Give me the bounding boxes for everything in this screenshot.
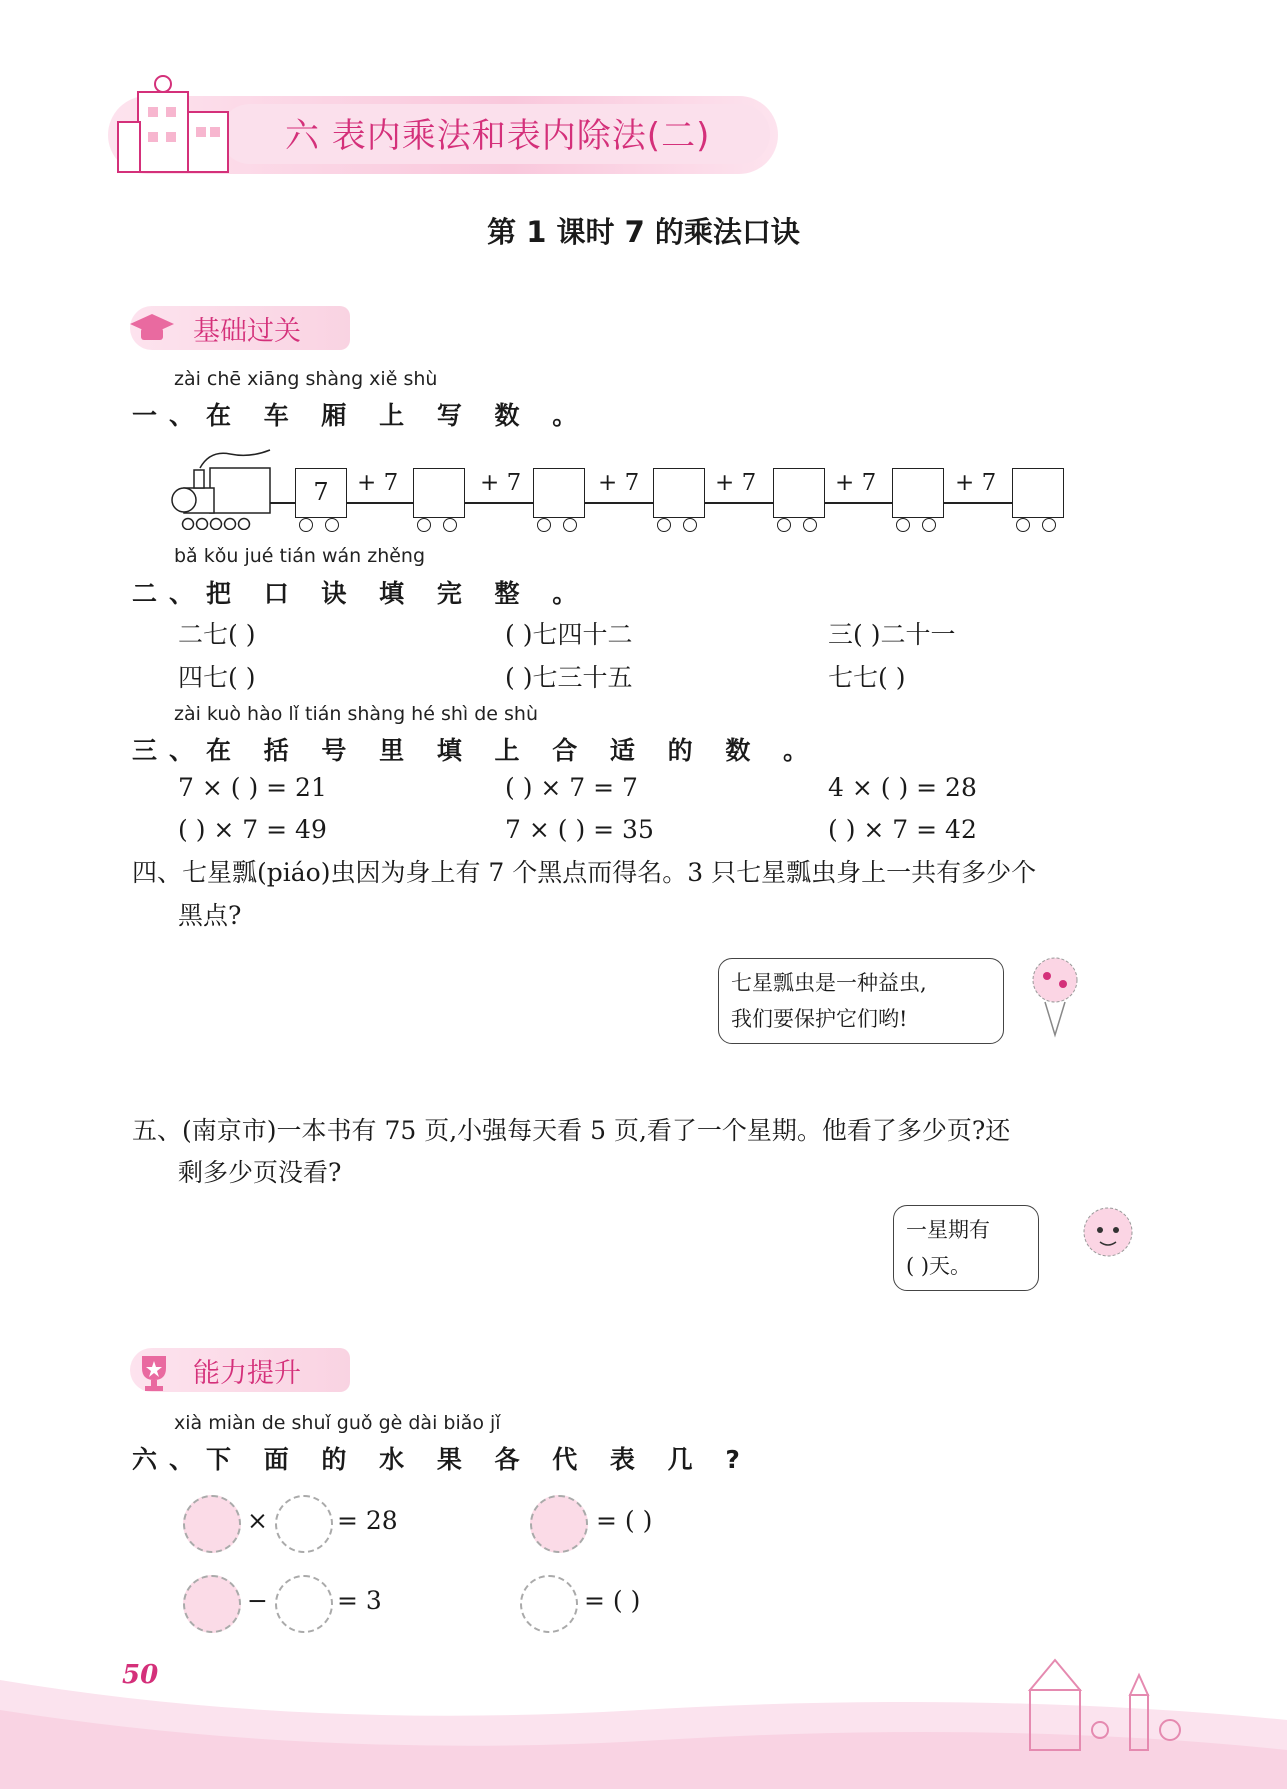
q2-item-3[interactable]: 三( )二十一 xyxy=(828,620,956,649)
unit-title: 六 表内乘法和表内除法(二) xyxy=(285,116,711,156)
wheel xyxy=(777,518,791,532)
q6-title: 六、下 面 的 水 果 各 代 表 几 ? xyxy=(132,1445,752,1474)
q6-eq2-operator: − xyxy=(247,1586,268,1615)
train-car-6[interactable] xyxy=(892,468,944,518)
wheel xyxy=(803,518,817,532)
wheel xyxy=(922,518,936,532)
q5-line1: 五、(南京市)一本书有 75 页,小强每天看 5 页,看了一个星期。他看了多少页?还 xyxy=(132,1116,1011,1145)
q1-pinyin: zài chē xiāng shàng xiě shù xyxy=(174,368,438,390)
q1-title: 一、在 车 厢 上 写 数 。 xyxy=(132,401,590,430)
q3-item-5[interactable]: 7 × ( ) = 35 xyxy=(505,815,654,844)
q6-answer-1[interactable]: = ( ) xyxy=(596,1506,653,1535)
peach-fruit-icon xyxy=(520,1575,578,1633)
q4-line2: 黑点? xyxy=(178,901,242,930)
q2-item-1[interactable]: 二七( ) xyxy=(178,620,256,649)
locomotive-icon xyxy=(170,440,280,530)
q6-eq1-operator: × xyxy=(247,1506,268,1535)
train-car-1-value: 7 xyxy=(313,478,329,506)
wheel xyxy=(1016,518,1030,532)
q3-item-3[interactable]: 4 × ( ) = 28 xyxy=(828,773,977,802)
girl-mascot-icon xyxy=(1070,1198,1145,1278)
q2-pinyin: bǎ kǒu jué tián wán zhěng xyxy=(174,545,426,567)
q6-eq1-result: = 28 xyxy=(337,1506,398,1535)
q3-item-4[interactable]: ( ) × 7 = 49 xyxy=(178,815,327,844)
ladybug-bubble-line2: 我们要保护它们哟! xyxy=(731,1007,908,1031)
peach-fruit-icon xyxy=(275,1575,333,1633)
ladybug-bubble-line1: 七星瓢虫是一种益虫, xyxy=(731,971,927,995)
week-speech-bubble xyxy=(893,1205,1039,1291)
q4-line1: 四、七星瓢(piáo)虫因为身上有 7 个黑点而得名。3 只七星瓢虫身上一共有多少个 xyxy=(132,858,1037,887)
q6-answer-2[interactable]: = ( ) xyxy=(584,1586,641,1615)
step-label: + 7 xyxy=(715,470,757,496)
step-label: + 7 xyxy=(598,470,640,496)
apple-fruit-icon xyxy=(530,1495,588,1553)
graduation-cap-icon xyxy=(128,306,176,350)
wheel xyxy=(537,518,551,532)
train-car-5[interactable] xyxy=(773,468,825,518)
wheel xyxy=(563,518,577,532)
wheel xyxy=(683,518,697,532)
lesson-title: 第 1 课时 7 的乘法口诀 xyxy=(487,215,800,249)
q3-pinyin: zài kuò hào lǐ tián shàng hé shì de shù xyxy=(174,703,538,725)
wheel xyxy=(325,518,339,532)
castle-decoration-icon xyxy=(960,1650,1190,1760)
apple-fruit-icon xyxy=(183,1495,241,1553)
section-basic-label: 基础过关 xyxy=(193,316,301,347)
section-ability-label: 能力提升 xyxy=(193,1358,301,1389)
wheel xyxy=(896,518,910,532)
q2-item-5[interactable]: ( )七三十五 xyxy=(505,663,633,692)
q3-title: 三、在 括 号 里 填 上 合 适 的 数 。 xyxy=(132,736,821,765)
wheel xyxy=(1042,518,1056,532)
wheel xyxy=(299,518,313,532)
q6-eq2-result: = 3 xyxy=(337,1586,382,1615)
school-building-icon xyxy=(108,72,248,182)
q2-item-4[interactable]: 四七( ) xyxy=(178,663,256,692)
step-label: + 7 xyxy=(955,470,997,496)
step-label: + 7 xyxy=(480,470,522,496)
ladybug-speech-bubble xyxy=(718,958,1004,1044)
trophy-icon xyxy=(132,1350,176,1394)
page-number: 50 xyxy=(122,1660,159,1690)
wheel xyxy=(443,518,457,532)
step-label: + 7 xyxy=(835,470,877,496)
wheel xyxy=(417,518,431,532)
train-car-7[interactable] xyxy=(1012,468,1064,518)
train-car-3[interactable] xyxy=(533,468,585,518)
train xyxy=(170,440,1070,540)
q3-item-2[interactable]: ( ) × 7 = 7 xyxy=(505,773,638,802)
train-car-1 xyxy=(295,468,347,518)
train-car-4[interactable] xyxy=(653,468,705,518)
wheel xyxy=(657,518,671,532)
q3-item-6[interactable]: ( ) × 7 = 42 xyxy=(828,815,977,844)
q6-pinyin: xià miàn de shuǐ guǒ gè dài biǎo jǐ xyxy=(174,1412,501,1434)
step-label: + 7 xyxy=(357,470,399,496)
apple-fruit-icon xyxy=(183,1575,241,1633)
q2-item-6[interactable]: 七七( ) xyxy=(828,663,906,692)
week-bubble-line1: 一星期有 xyxy=(906,1218,990,1242)
q2-title: 二、把 口 诀 填 完 整 。 xyxy=(132,579,590,608)
ladybug-mascot-icon xyxy=(1015,950,1095,1040)
week-bubble-line2[interactable]: ( )天。 xyxy=(906,1254,972,1278)
q2-item-2[interactable]: ( )七四十二 xyxy=(505,620,633,649)
q3-item-1[interactable]: 7 × ( ) = 21 xyxy=(178,773,327,802)
train-car-2[interactable] xyxy=(413,468,465,518)
peach-fruit-icon xyxy=(275,1495,333,1553)
q5-line2: 剩多少页没看? xyxy=(178,1158,342,1187)
